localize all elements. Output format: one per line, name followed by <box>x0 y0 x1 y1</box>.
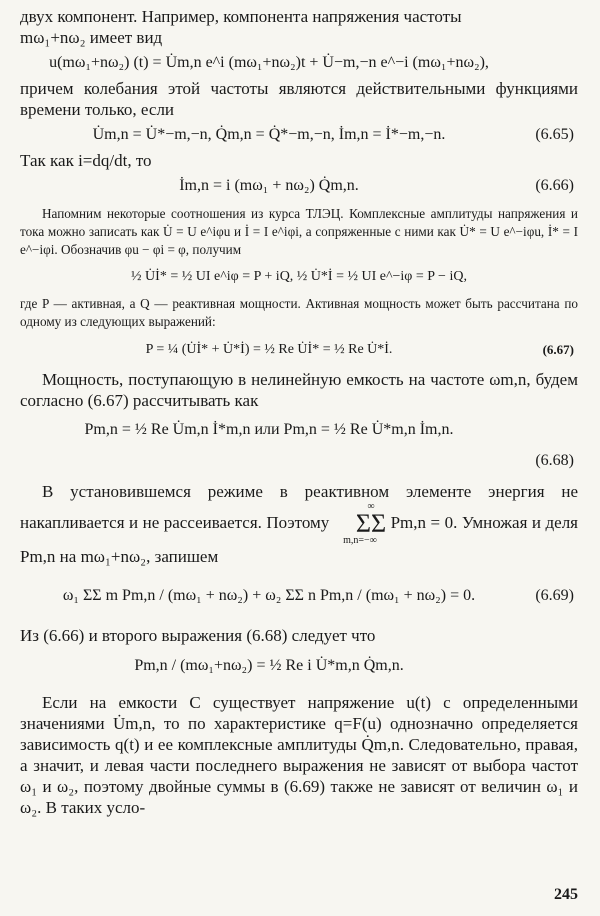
double-sum-symbol: ∞ ΣΣ m,n=−∞ <box>343 501 387 546</box>
text-line-7: Из (6.66) и второго выражения (6.68) следует что <box>20 626 376 645</box>
equation-number: (6.67) <box>542 342 574 357</box>
equation-6-65: U̇m,n = U̇*−m,−n, Q̇m,n = Q̇*−m,−n, İm,n = İ*−m,−n. (6.65) <box>20 120 578 150</box>
equation-number: (6.65) <box>535 126 574 143</box>
equation-6-67: P = ¼ (U̇İ* + U̇*İ) = ½ Re U̇İ* = ½ Re U̇*İ. (6.67) <box>20 331 578 369</box>
text-line-2: mω₁+nω₂ имеет вид <box>20 28 163 47</box>
equation-number: (6.66) <box>535 177 574 194</box>
equation-number: (6.68) <box>535 452 574 469</box>
equation-6-66: İm,n = i (mω₁ + nω₂) Q̇m,n. (6.66) <box>20 171 578 201</box>
equation-power-ratio: Pm,n / (mω₁+nω₂) = ½ Re i U̇*m,n Q̇m,n. <box>134 657 404 674</box>
equation-number: (6.69) <box>535 587 574 604</box>
small-paragraph-2: где P — активная, а Q — реактивная мощности. Активная мощность может быть рассчитана по одному из следующих выражений: <box>20 296 578 329</box>
text-paragraph-6: В установившемся режиме в реактивном элементе энергия не накапливается и не рассеивается. Поэтому ∞ ΣΣ m,n=−∞ Pm,n = 0. Умножая и деля Pm,n на mω₁+nω₂, запишем <box>20 482 578 566</box>
text-paragraph-5: Мощность, поступающую в нелинейную емкость на частоте ωm,n, будем согласно (6.67) рассчитывать как <box>20 370 578 410</box>
text-paragraph-8: Если на емкости C существует напряжение u(t) с определенными значениями U̇m,n, то по характеристике q=F(u) однозначно определяется зависимость q(t) и ее комплексные амплитуды Q̇m,n. Следовательно, правая, а значит, и левая части последнего выражения не зависят от выбора частот ω₁ и ω₂, поэтому двойные суммы в (6.69) также не зависят от величин ω₁ и ω₂. В таких усло- <box>20 693 578 817</box>
text-line-3: причем колебания этой частоты являются действительными функциями времени только, если <box>20 79 578 119</box>
equation-u: u(mω₁+nω₂) (t) = U̇m,n e^i (mω₁+nω₂)t + U̇−m,−n e^−i (mω₁+nω₂), <box>49 54 489 71</box>
equation-6-69: ω₁ ΣΣ m Pm,n / (mω₁ + nω₂) + ω₂ ΣΣ n Pm,n / (mω₁ + nω₂) = 0. (6.69) <box>20 567 578 625</box>
small-paragraph-1: Напомним некоторые соотношения из курса ТЛЭЦ. Комплексные амплитуды напряжения и тока можно записать как U̇ = U e^iφu и İ = I e^iφi, а сопряженные с ними как U̇* = U e^−iφu, İ* = I e^−iφi. Обозначив φu − φi = φ, получим <box>20 206 578 257</box>
equation-6-68-number-row <box>20 449 578 473</box>
text-line-1: двух компонент. Например, компонента напряжения частоты <box>20 7 462 26</box>
text-line-4: Так как i=dq/dt, то <box>20 151 152 170</box>
equation-6-68: Pm,n = ½ Re U̇m,n İ*m,n или Pm,n = ½ Re U̇*m,n İm,n. <box>84 421 454 438</box>
equation-power-complex: ½ U̇İ* = ½ UI e^iφ = P + iQ, ½ U̇*İ = ½ UI e^−iφ = P − iQ, <box>131 269 467 284</box>
page-number: 245 <box>554 886 578 903</box>
